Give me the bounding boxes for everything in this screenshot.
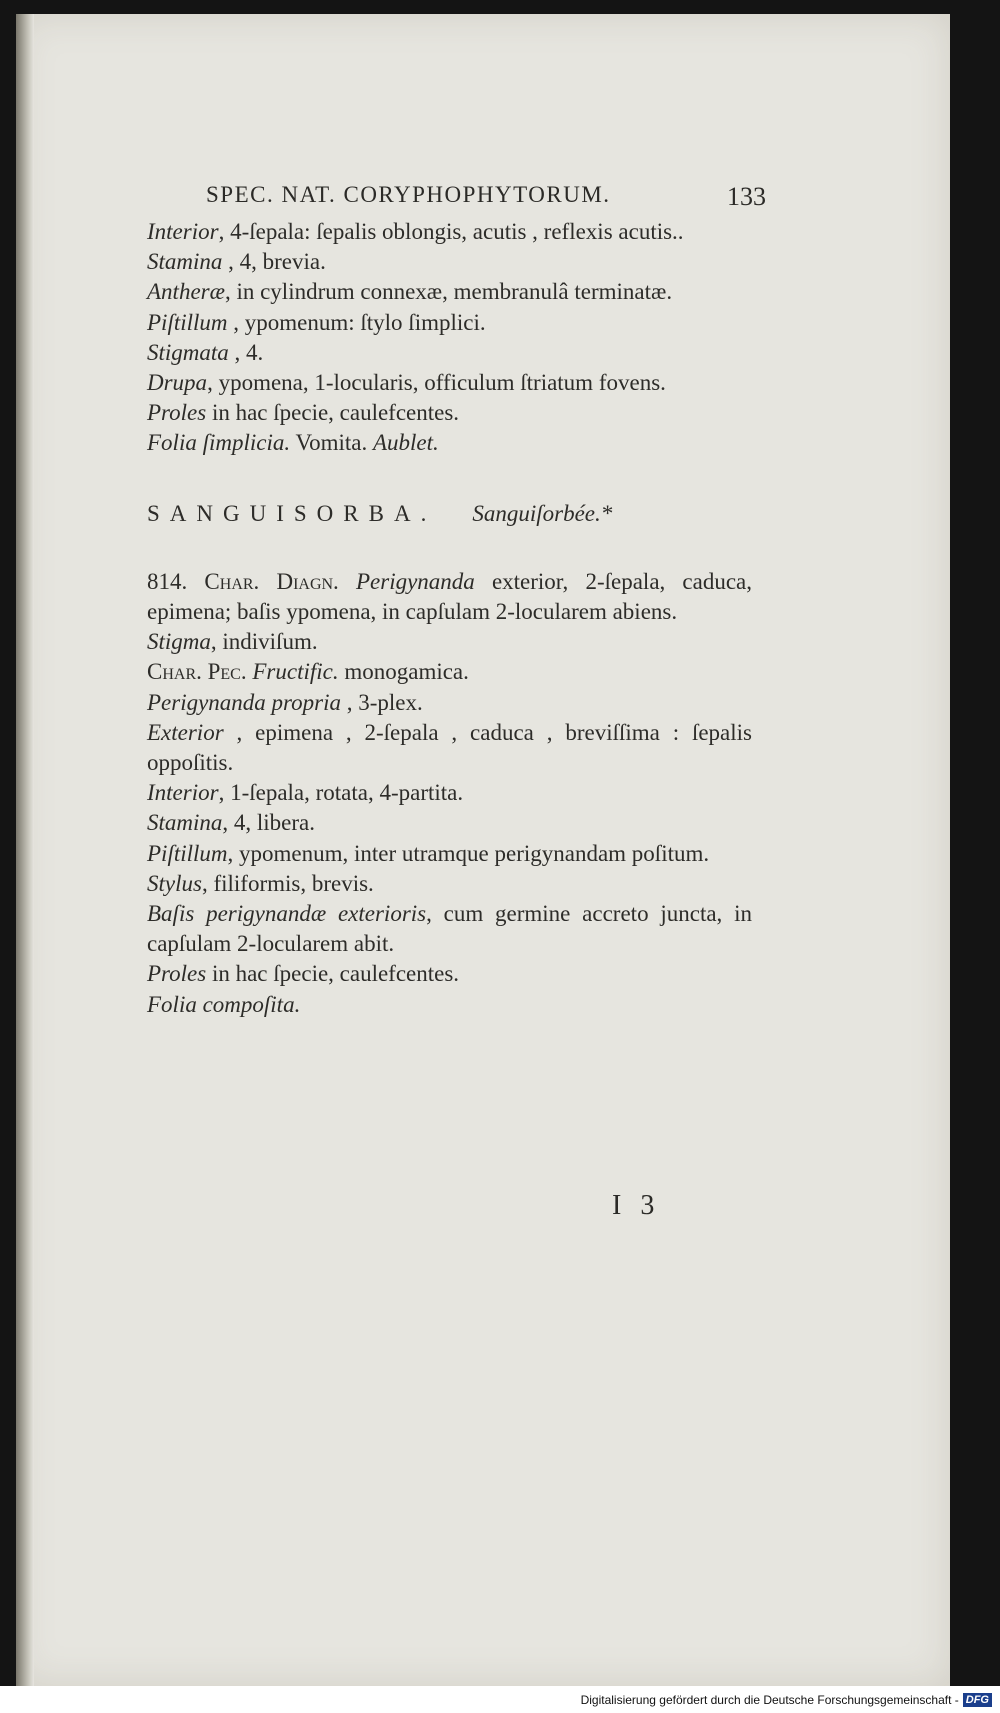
genus-heading [147,499,752,529]
description: , indiviſum. [210,629,318,655]
term: Folia ſimplicia. [147,430,291,456]
genus-french-name: Sanguiſorbée.* [472,500,613,526]
term: Fructific. [252,659,339,685]
term: Folia compoſita. [147,991,301,1017]
term: Interior [147,780,219,806]
description: , ypomenum: ſtylo ſimplici. [227,309,486,335]
text-line [147,247,752,277]
description: , ypomenum, inter utramque perigynandam poſitum. [227,840,710,866]
text-line [147,778,752,808]
text-line [147,688,752,718]
term: Drupa [147,370,208,396]
text-line [147,428,752,458]
term: Piſtillum [147,309,228,335]
text-line [147,990,752,1020]
text-line [147,308,752,338]
digitization-footer [0,1686,1000,1713]
char-pec-label: Char. Pec. [147,659,247,685]
char-diagn-label: Char. Diagn. [204,568,339,594]
author: Aublet. [372,430,439,456]
text-line [147,899,752,959]
text-line [147,839,752,869]
description: , 4, brevia. [222,249,326,275]
char-pec-line [147,657,752,687]
description: , 4-ſepala: ſepalis oblongis, acutis , reflexis acutis.. [218,219,684,244]
description: in hac ſpecie, caulefcentes. [206,961,460,987]
footer-credit: Digitalisierung gefördert durch die Deutsche Forschungsgemeinschaft - [580,1692,959,1707]
term: Stylus [147,870,202,896]
dfg-logo: DFG [963,1693,992,1707]
text-line [147,718,752,778]
text-line [147,869,752,899]
text-line [147,808,752,838]
description: , 3-plex. [341,689,423,715]
page-gutter [16,14,34,1686]
running-title: SPEC. NAT. CORYPHOPHYTORUM. [206,182,611,207]
description: , 1-ſepala, rotata, 4-partita. [218,780,464,806]
text-line [147,338,752,368]
description: Vomita. [290,430,373,456]
description: in hac ſpecie, caulefcentes. [206,400,460,426]
term: Antheræ [147,279,225,305]
term: Piſtillum [147,840,228,866]
char-diagn-paragraph [147,567,752,627]
text-line [147,959,752,989]
running-header [206,182,766,212]
term: Proles [147,400,207,426]
term: Stamina [147,249,223,275]
term: Interior [147,219,219,244]
term: Proles [147,961,207,987]
text-line [147,277,752,307]
description: , cum germine accreto juncta, in capſulam 2-locularem abit. [147,901,752,957]
term: Stigma [147,629,211,655]
term: Baſis perigynandæ exterioris [147,901,427,927]
book-page [16,14,950,1686]
body-text [147,217,752,1020]
text-line [147,398,752,428]
description: , 4, libera. [222,810,315,836]
description: , 4. [228,339,264,365]
term: Perigynanda propria [147,689,341,715]
page-number: 133 [727,182,766,211]
description: , ypomena, 1-locularis, officulum ſtriatum fovens. [207,370,666,396]
description: , epimena , 2-ſepala , caduca , breviſſima : ſepalis oppoſitis. [147,719,752,776]
signature-mark: I 3 [612,1190,661,1221]
description: , filiformis, brevis. [201,870,374,896]
term: Stamina [147,810,223,836]
species-number: 814. [147,568,188,594]
text-line [147,368,752,398]
genus-name: SANGUISORBA. [147,500,437,526]
term: Perigynanda [355,568,475,594]
description: exterior, 2-ſepala, caduca, epimena; baſis ypomena, in capſulam 2-locularem abiens. [147,568,753,625]
text-line [147,217,752,247]
text-line [147,627,752,657]
description: monogamica. [338,659,469,685]
term: Exterior [147,719,224,745]
description: , in cylindrum connexæ, membranulâ terminatæ. [224,279,673,305]
term: Stigmata [147,339,229,365]
